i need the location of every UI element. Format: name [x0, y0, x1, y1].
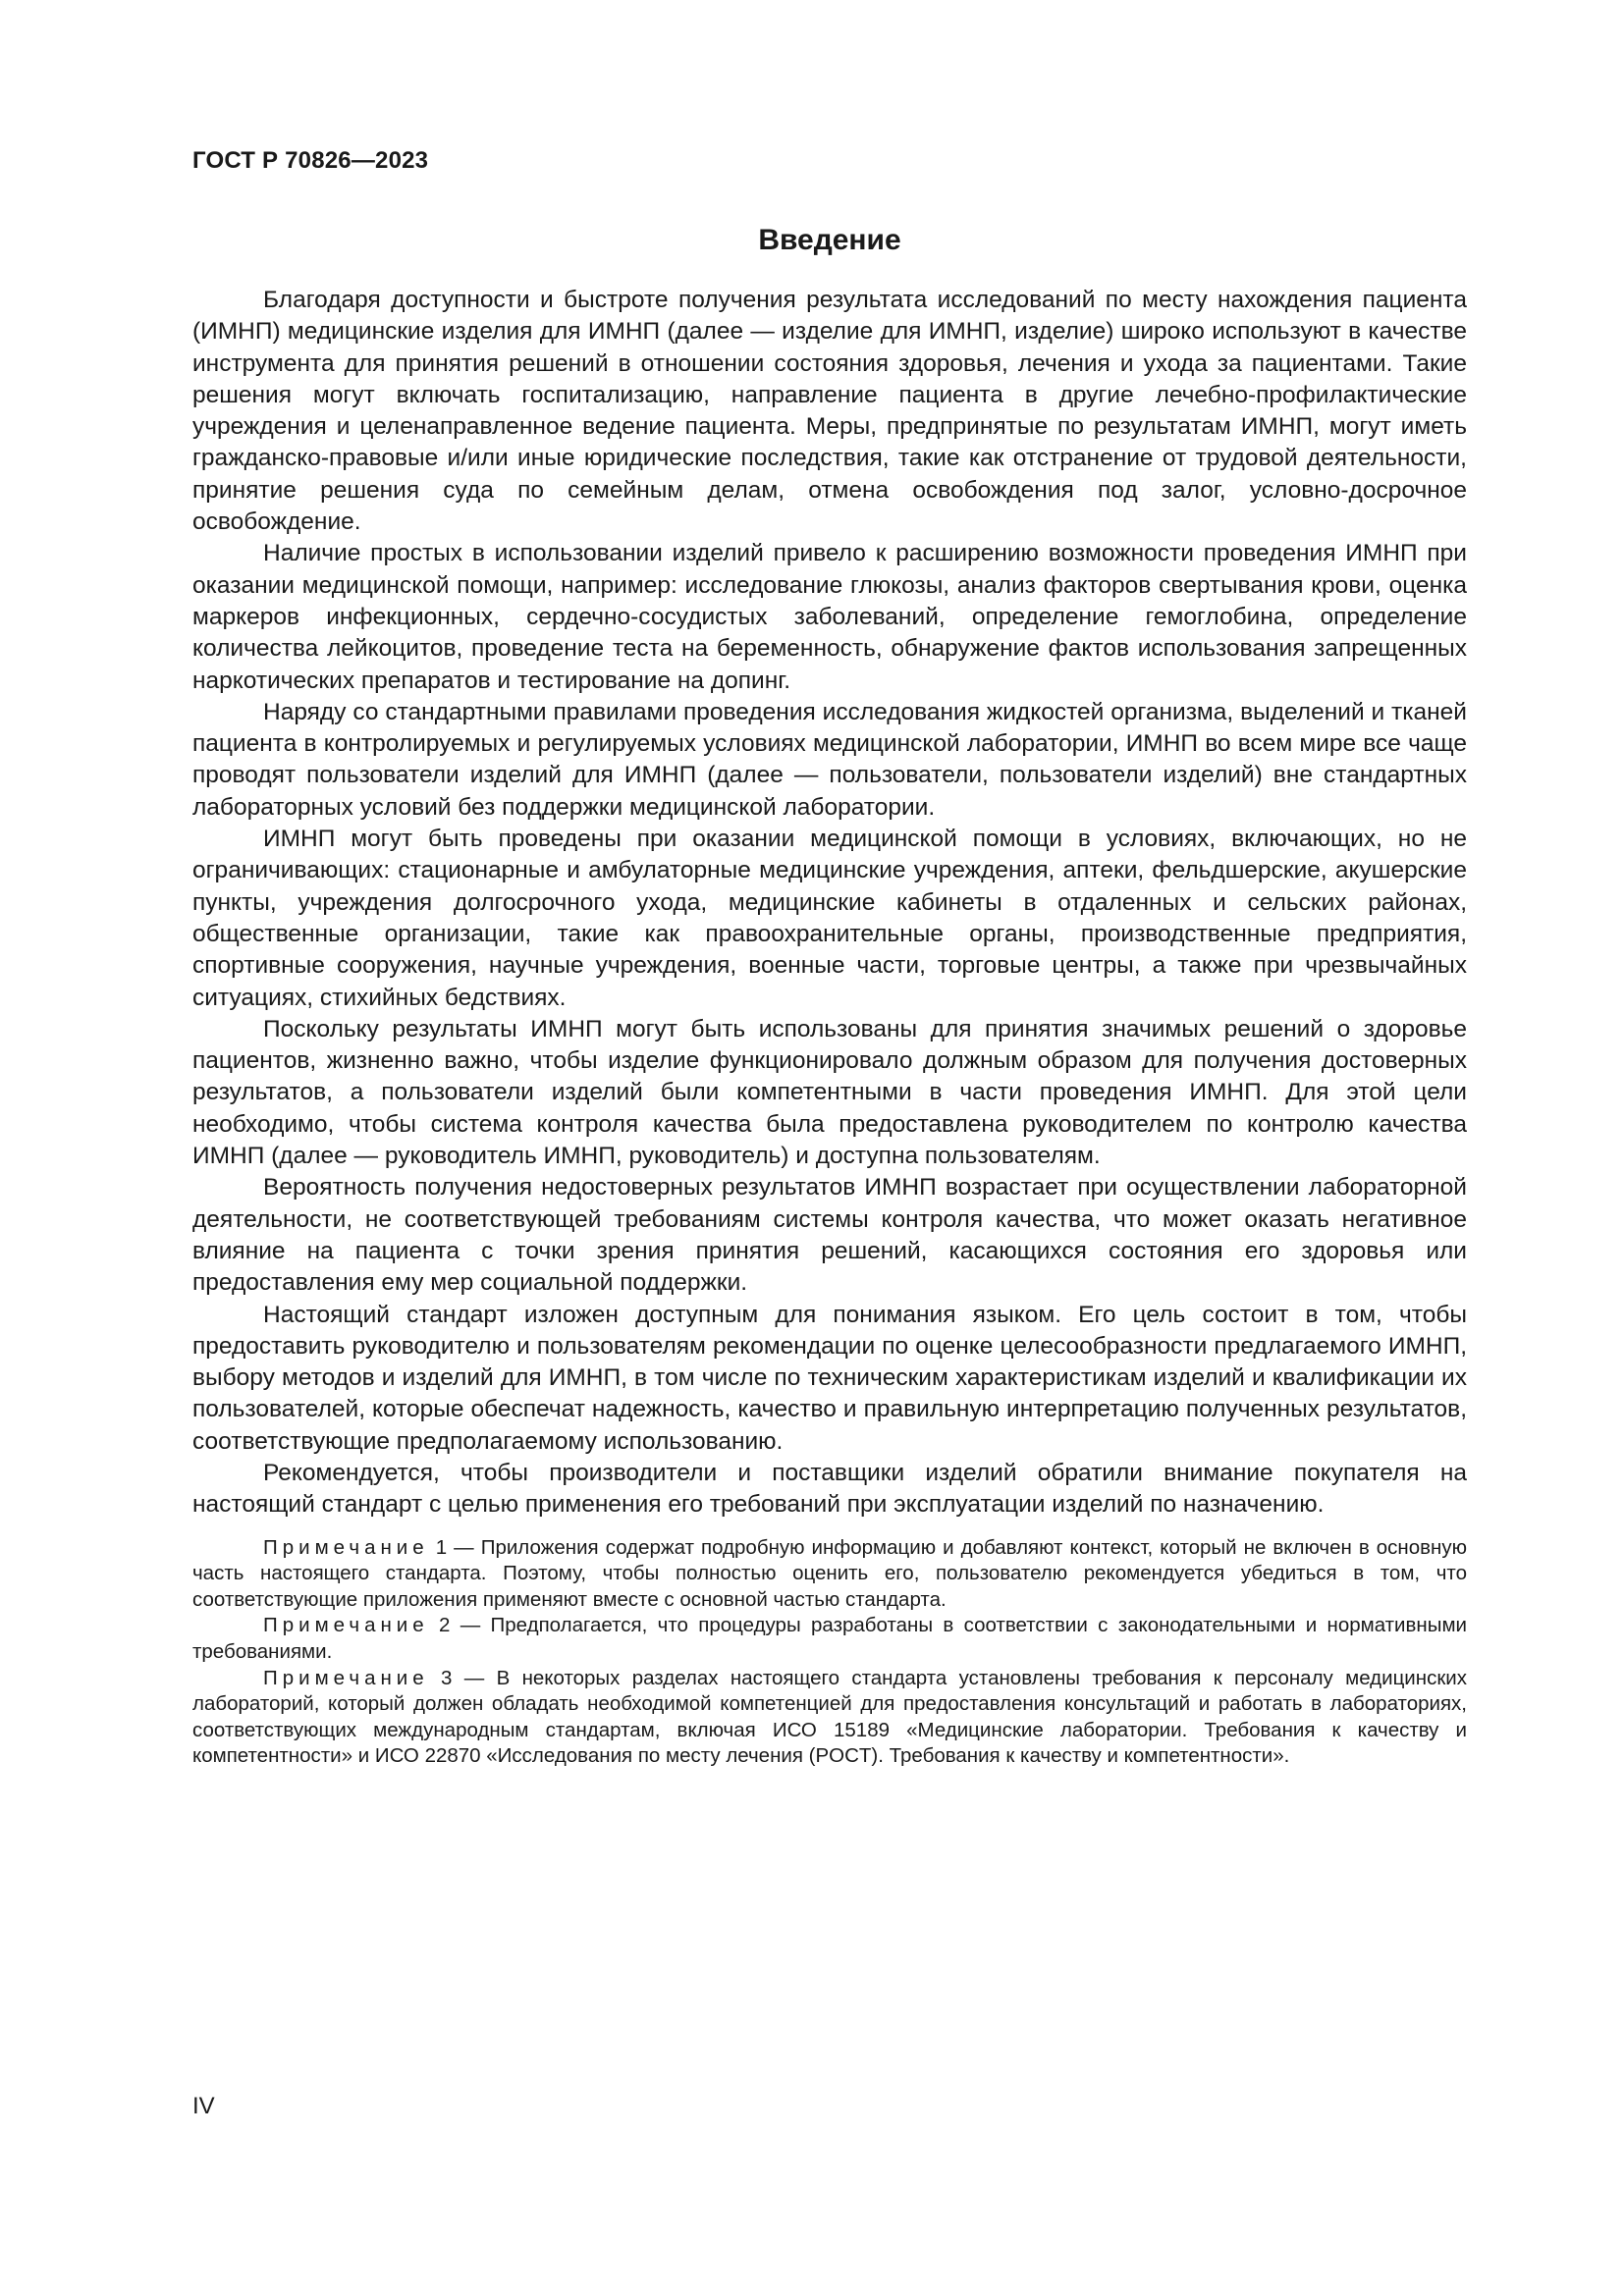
note-label: Примечание [263, 1666, 429, 1689]
paragraph: Вероятность получения недостоверных результатов ИМНП возрастает при осуществлении лабораторной деятельности, не соответствующей требованиям системы контроля качества, что может оказать негативное влияние на пациента с точки зрения принятия решений, касающихся состояния его здоровья или предоставления ему мер социальной поддержки. [192, 1174, 1467, 1297]
paragraph: Поскольку результаты ИМНП могут быть использованы для принятия значимых решений о здоровье пациентов, жизненно важно, чтобы изделие функционировало должным образом для получения достоверных результатов, а пользователи изделий были компетентными в части проведения ИМНП. Для этой цели необходимо, чтобы система контроля качества была предоставлена руководителем по контролю качества ИМНП (далее — руководитель ИМНП, руководитель) и доступна пользователям. [192, 1015, 1467, 1170]
note-1 [192, 1535, 1467, 1614]
notes-block [192, 1535, 1467, 1770]
note-2 [192, 1613, 1467, 1665]
paragraph: ИМНП могут быть проведены при оказании медицинской помощи в условиях, включающих, но не ограничивающих: стационарные и амбулаторные медицинские учреждения, аптеки, фельдшерские, акушерские пункты, учреждения долгосрочного ухода, медицинские кабинеты в отдаленных и сельских районах, общественные организации, такие как правоохранительные органы, производственные предприятия, спортивные сооружения, научные учреждения, военные части, торговые центры, а также при чрезвычайных ситуациях, стихийных бедствиях. [192, 826, 1467, 1011]
introduction-body [192, 285, 1467, 1770]
note-label: Примечание [263, 1614, 429, 1637]
note-label: Примечание [263, 1535, 429, 1559]
note-text: 2 — Предполагается, что процедуры разработаны в соответствии с законодательными и нормативными требованиями. [192, 1614, 1467, 1663]
paragraph: Благодаря доступности и быстроте получения результата исследований по месту нахождения пациента (ИМНП) медицинские изделия для ИМНП (далее — изделие для ИМНП, изделие) широко используют в качестве инструмента для принятия решений в отношении состояния здоровья, лечения и ухода за пациентами. Такие решения могут включать госпитализацию, направление пациента в другие лечебно-профилактические учреждения и целенаправленное ведение пациента. Меры, предпринятые по результатам ИМНП, могут иметь гражданско-правовые и/или иные юридические последствия, такие как отстранение от трудовой деятельности, принятие решения суда по семейным делам, отмена освобождения под залог, условно-досрочное освобождение. [192, 287, 1467, 536]
note-text: 3 — В некоторых разделах настоящего стандарта установлены требования к персоналу медицинских лабораторий, который должен обладать необходимой компетенцией для предоставления консультаций и работать в лабораториях, соответствующих международным стандартам, включая ИСО 15189 «Медицинские лаборатории. Требования к качеству и компетентности» и ИСО 22870 «Исследования по месту лечения (POCT). Требования к качеству и компетентности». [192, 1666, 1468, 1768]
paragraph: Наряду со стандартными правилами проведения исследования жидкостей организма, выделений и тканей пациента в контролируемых и регулируемых условиях медицинской лаборатории, ИМНП во всем мире все чаще проводят пользователи изделий для ИМНП (далее — пользователи, пользователи изделий) вне стандартных лабораторных условий без поддержки медицинской лаборатории. [192, 698, 1467, 821]
page-number: IV [192, 2093, 215, 2119]
document-code-header: ГОСТ Р 70826—2023 [192, 147, 429, 174]
paragraph: Наличие простых в использовании изделий привело к расширению возможности проведения ИМНП при оказании медицинской помощи, например: исследование глюкозы, анализ факторов свертывания крови, оценка маркеров инфекционных, сердечно-сосудистых заболеваний, определение гемоглобина, определение количества лейкоцитов, проведение теста на беременность, обнаружение фактов использования запрещенных наркотических препаратов и тестирование на допинг. [192, 540, 1467, 694]
note-3 [192, 1666, 1467, 1770]
section-title: Введение [758, 224, 901, 256]
paragraph: Рекомендуется, чтобы производители и поставщики изделий обратили внимание покупателя на настоящий стандарт с целью применения его требований при эксплуатации изделий по назначению. [192, 1459, 1467, 1519]
paragraph: Настоящий стандарт изложен доступным для понимания языком. Его цель состоит в том, чтобы предоставить руководителю и пользователям рекомендации по оценке целесообразности предлагаемого ИМНП, выбору методов и изделий для ИМНП, в том числе по техническим характеристикам изделий и квалификации их пользователей, которые обеспечат надежность, качество и правильную интерпретацию полученных результатов, соответствующие предполагаемому использованию. [192, 1301, 1467, 1455]
note-text: 1 — Приложения содержат подробную информацию и добавляют контекст, который не включен в основную часть настоящего стандарта. Поэтому, чтобы полностью оценить его, пользователю рекомендуется убедиться в том, что соответствующие приложения применяют вместе с основной частью стандарта. [192, 1535, 1467, 1611]
